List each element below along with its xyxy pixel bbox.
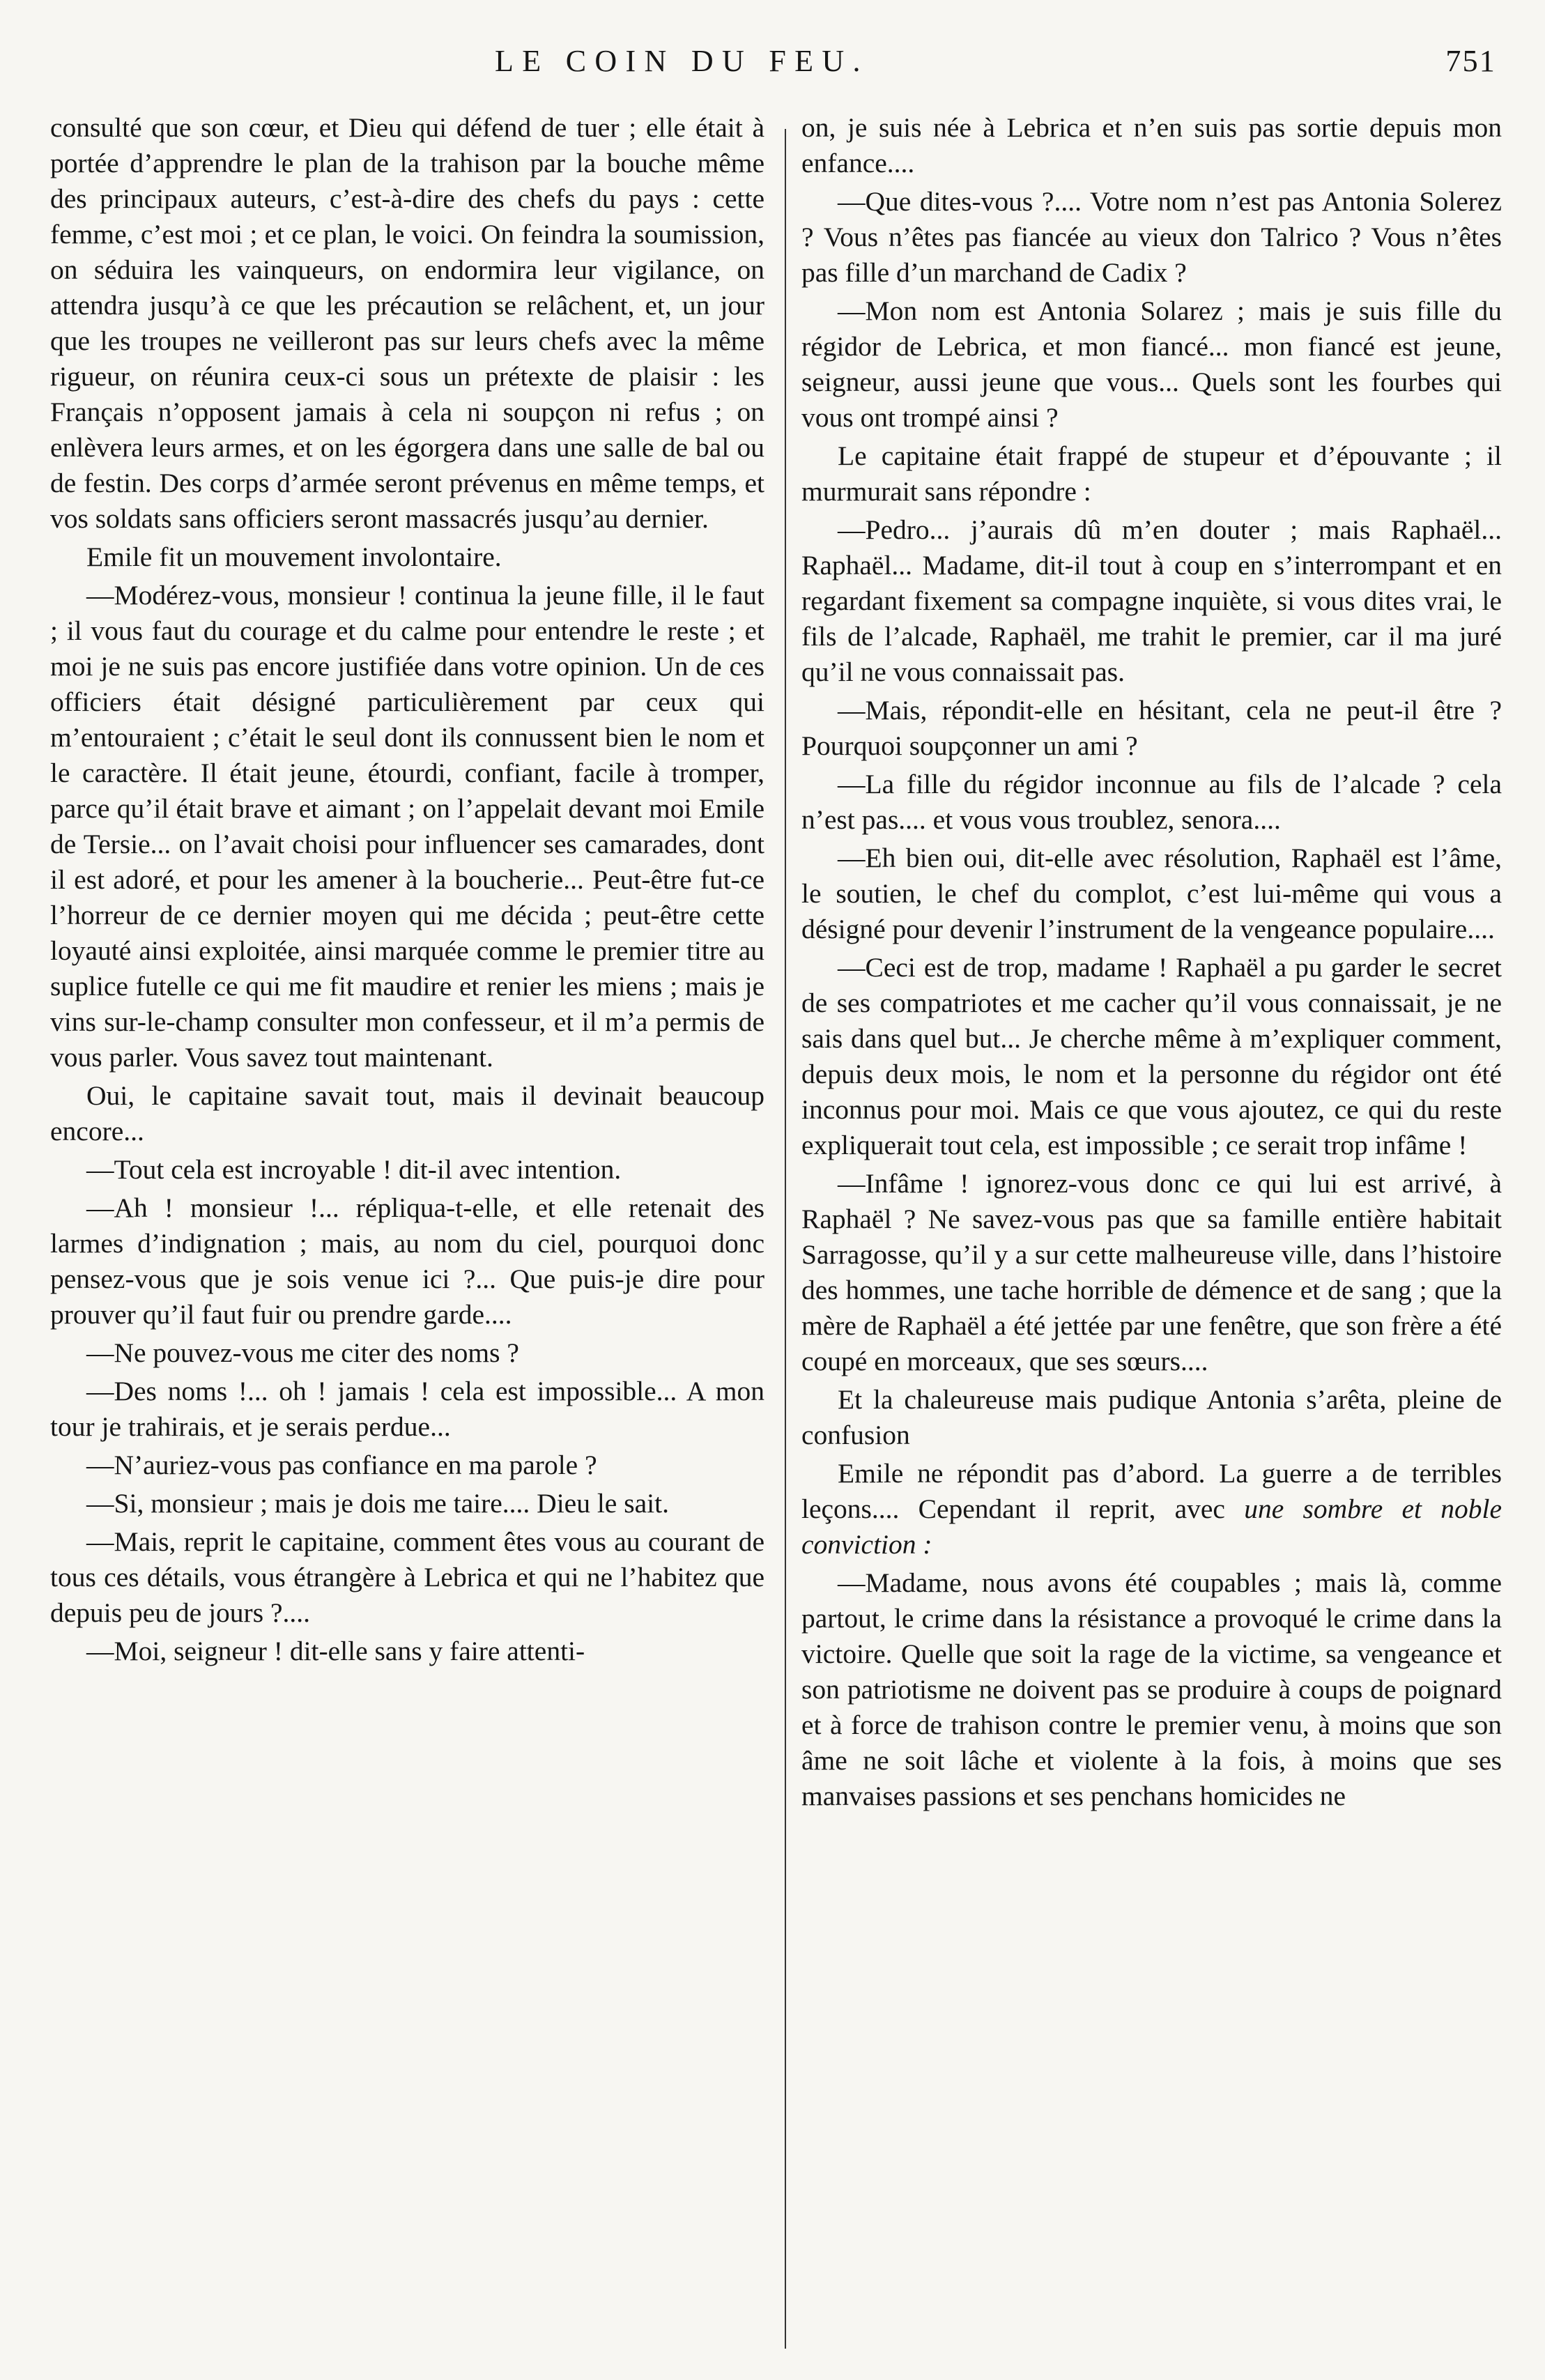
paragraph: on, je suis née à Lebrica et n’en suis pas sortie depuis mon enfance.... <box>801 112 1502 178</box>
paragraph: —La fille du régidor inconnue au fils de l’alcade ? cela n’est pas.... et vous vous troublez, senora.... <box>801 769 1502 835</box>
paragraph: consulté que son cœur, et Dieu qui défend de tuer ; elle était à portée d’apprendre le plan de la trahison par la bouche même des principaux auteurs, c’est-à-dire des chefs du pays : cette femme, c’est moi ; et ce plan, le voici. On feindra la soumission, on séduira les vainqueurs, on endormira leur vigilance, on attendra jusqu’à ce que les précaution se relâchent, et, un jour que les troupes ne veilleront pas sur leurs chefs avec la même rigueur, on réunira ceux-ci sous un prétexte de plaisir : les Français n’opposent jamais à cela ni soupçon ni refus ; on enlèvera leurs armes, et on les égorgera dans une salle de bal ou de festin. Des corps d’armée seront prévenus en même temps, et vos soldats sans officiers seront massacrés jusqu’au dernier. <box>50 112 764 534</box>
paragraph: —Infâme ! ignorez-vous donc ce qui lui est arrivé, à Raphaël ? Ne savez-vous pas que sa famille entière habitait Sarragosse, qu’il y a sur cette malheureuse ville, dans l’histoire des hommes, une tache horrible de démence et de sang ; que la mère de Raphaël a été jettée par une fenêtre, que son frère a été coupé en morceaux, que ses sœurs.... <box>801 1168 1502 1376</box>
paragraph: —Ne pouvez-vous me citer des noms ? <box>86 1337 519 1368</box>
paragraph: —Si, monsieur ; mais je dois me taire.... Dieu le sait. <box>86 1488 669 1519</box>
paragraph: —Pedro... j’aurais dû m’en douter ; mais Raphaël... Raphaël... Madame, dit-il tout à coup en s’interrompant et en regardant fixement sa compagne inquiète, si vous dites vrai, le fils de l’alcade, Raphaël, me trahit le premier, car il ma juré qu’il ne vous connaissait pas. <box>801 514 1502 687</box>
paragraph: —Modérez-vous, monsieur ! continua la jeune fille, il le faut ; il vous faut du courage et du calme pour entendre le reste ; et moi je ne suis pas encore justifiée dans votre opinion. Un de ces officiers était désigné particulièrement par ceux qui m’entouraient ; c’était le seul dont ils connussent bien le nom et le caractère. Il était jeune, étourdi, confiant, facile à tromper, parce qu’il était brave et aimant ; on l’appelait devant moi Emile de Tersie... on l’avait choisi pour influencer ses camarades, dont il est adoré, et pour les amener à la boucherie... Peut-être fut-ce l’horreur de ce dernier moyen qui me décida ; peut-être cette loyauté ainsi exploitée, ainsi marquée comme le premier titre au suplice futelle ce qui me fit maudire et renier les miens ; mais je vins sur-le-champ consulter mon confesseur, et il m’a permis de vous parler. Vous savez tout maintenant. <box>50 580 764 1073</box>
paragraph: —Mais, reprit le capitaine, comment êtes vous au courant de tous ces détails, vous étrangère à Lebrica et qui ne l’habitez que depuis peu de jours ?.... <box>50 1526 764 1628</box>
paragraph <box>801 1456 1502 1563</box>
paragraph-text: Emile ne répondit pas d’abord. La guerre a de terribles leçons.... Cependant il reprit, avec <box>801 1458 1502 1524</box>
italic-phrase: une sombre et noble conviction : <box>801 1494 1502 1560</box>
running-head <box>105 36 1496 92</box>
running-title: LE COIN DU FEU. <box>495 44 869 78</box>
page-number: 751 <box>1445 44 1496 78</box>
paragraph: —Madame, nous avons été coupables ; mais là, comme partout, le crime dans la résistance a provoqué le crime dans la victoire. Quelle que soit la rage de la victime, sa vengeance et son patriotisme ne doivent pas se produire à coups de poignard et à force de trahison contre le premier venu, à moins que son âme ne soit lâche et violente à la fois, à moins que ses manvaises passions et ses penchans homicides ne <box>801 1567 1502 1811</box>
paragraph: —Moi, seigneur ! dit-elle sans y faire attenti- <box>86 1636 585 1666</box>
paragraph: —Ah ! monsieur !... répliqua-t-elle, et elle retenait des larmes d’indignation ; mais, au nom du ciel, pourquoi donc pensez-vous que je sois venue ici ?... Que puis-je dire pour prouver qu’il faut fuir ou prendre garde.... <box>50 1192 764 1330</box>
paragraph: —N’auriez-vous pas confiance en ma parole ? <box>86 1450 597 1480</box>
paragraph: —Que dites-vous ?.... Votre nom n’est pas Antonia Solerez ? Vous n’êtes pas fiancée au vieux don Talrico ? Vous n’êtes pas fille d’un marchand de Cadix ? <box>801 186 1502 288</box>
right-column <box>801 110 1502 2340</box>
paragraph: —Des noms !... oh ! jamais ! cela est impossible... A mon tour je trahirais, et je serais perdue... <box>50 1376 764 1442</box>
paragraph: Et la chaleureuse mais pudique Antonia s’arêta, pleine de confusion <box>801 1384 1502 1450</box>
paragraph: —Mon nom est Antonia Solarez ; mais je suis fille du régidor de Lebrica, et mon fiancé... mon fiancé est jeune, seigneur, aussi jeune que vous... Quels sont les fourbes qui vous ont trompé ainsi ? <box>801 295 1502 433</box>
paragraph: —Mais, répondit-elle en hésitant, cela ne peut-il être ? Pourquoi soupçonner un ami ? <box>801 695 1502 761</box>
paragraph: Emile fit un mouvement involontaire. <box>86 542 502 572</box>
left-column <box>50 110 764 2340</box>
paragraph: —Tout cela est incroyable ! dit-il avec intention. <box>86 1154 622 1185</box>
paragraph: —Eh bien oui, dit-elle avec résolution, Raphaël est l’âme, le soutien, le chef du complot, c’est lui-même qui vous a désigné pour devenir l’instrument de la vengeance populaire.... <box>801 843 1502 944</box>
paragraph: Le capitaine était frappé de stupeur et d’épouvante ; il murmurait sans répondre : <box>801 440 1502 507</box>
column-divider <box>785 129 786 2349</box>
paragraph: Oui, le capitaine savait tout, mais il devinait beaucoup encore... <box>50 1080 764 1146</box>
paragraph: —Ceci est de trop, madame ! Raphaël a pu garder le secret de ses compatriotes et me cacher qu’il vous connaissait, je ne sais dans quel but... Je cherche même à m’expliquer comment, depuis deux mois, le nom et la personne du régidor ont été inconnus pour moi. Mais ce que vous ajoutez, ce qui du reste expliquerait tout cela, est impossible ; ce serait trop infâme ! <box>801 952 1502 1160</box>
